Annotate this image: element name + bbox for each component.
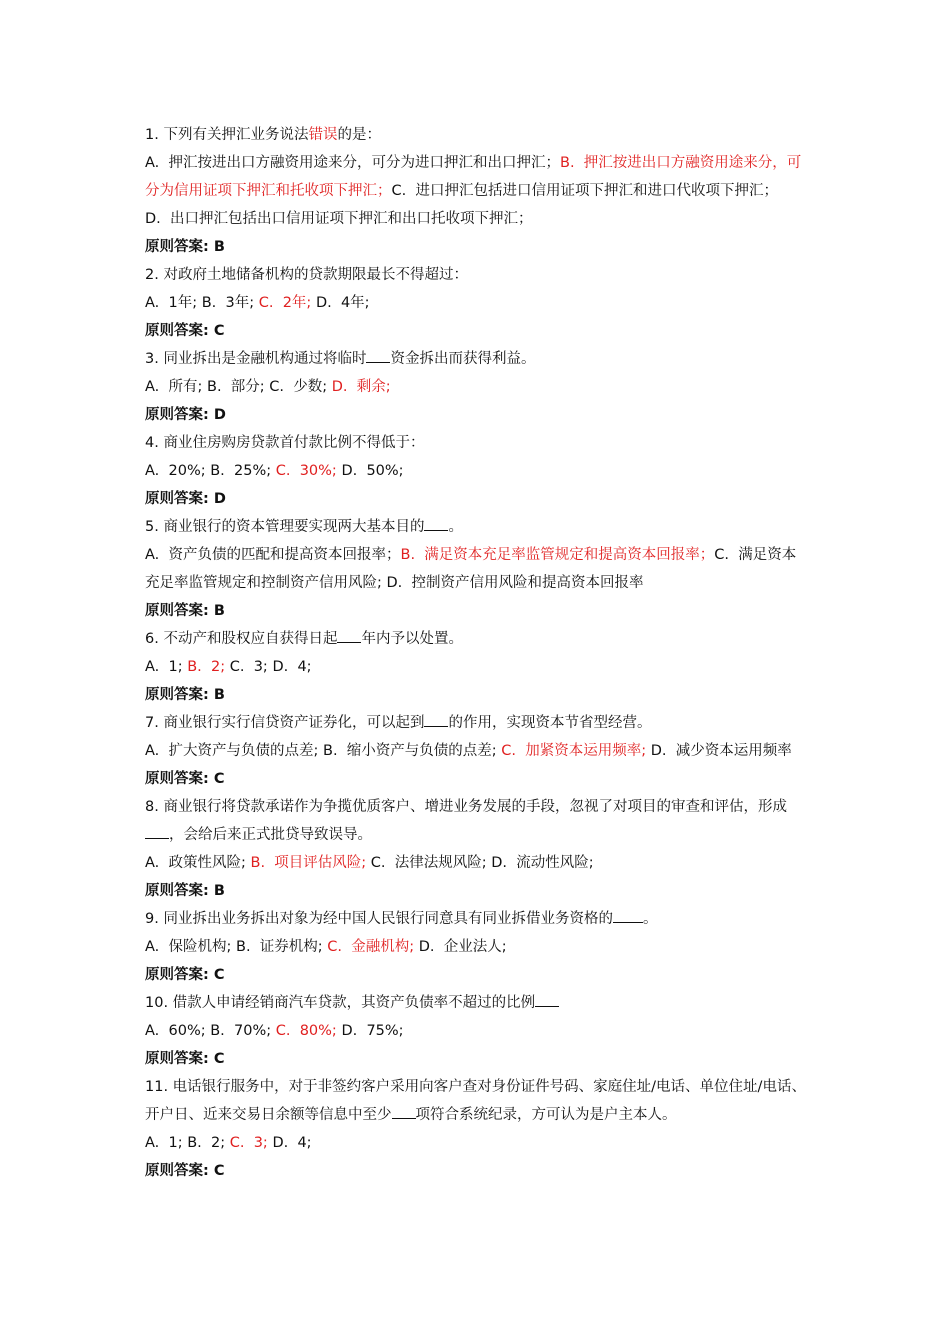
fill-blank (145, 824, 169, 839)
option-a: A. 政策性风险; (145, 855, 246, 871)
options-3 (145, 373, 810, 401)
question-2: 2. 对政府土地储备机构的贷款期限最长不得超过： (145, 267, 468, 283)
option-b: B. 证券机构; (236, 939, 323, 955)
question-4: 4. 商业住房购房贷款首付款比例不得低于： (145, 435, 425, 451)
option-a: A. 60%; (145, 1023, 206, 1039)
option-c: C. 少数; (269, 379, 328, 395)
option-a: A. 1; (145, 659, 183, 675)
answer-3: 原则答案: D (145, 407, 226, 423)
option-b-correct: B. 项目评估风险; (250, 855, 367, 871)
options-10 (145, 1017, 810, 1045)
option-c-correct: C. 2年; (258, 295, 312, 311)
option-d: D. 出口押汇包括出口信用证项下押汇和出口托收项下押汇； (145, 211, 533, 227)
option-d: D. 4; (272, 1135, 312, 1151)
option-b: B. 2; (187, 1135, 226, 1151)
fill-blank (535, 992, 559, 1007)
fill-blank (337, 628, 361, 643)
option-c: C. 3; (229, 659, 268, 675)
option-b: B. 25%; (210, 463, 272, 479)
option-b: B. 部分; (207, 379, 265, 395)
fill-blank (392, 1104, 416, 1119)
answer-2: 原则答案: C (145, 323, 225, 339)
question-number: 1. (145, 127, 159, 143)
option-b-correct: B. 押汇按进出口方融资用途来分，可分为信用证项下押汇和托收项下押汇； (145, 155, 802, 199)
option-b: B. 70%; (210, 1023, 272, 1039)
question-text: 的是： (337, 127, 381, 143)
option-c: C. 满足资本充足率监管规定和控制资产信用风险; (145, 547, 797, 591)
option-c-correct: C. 80%; (275, 1023, 337, 1039)
answer-4: 原则答案: D (145, 491, 226, 507)
question-text: 下列有关押汇业务说法 (163, 127, 309, 143)
question-3: 3. 同业拆出是金融机构通过将临时 资金拆出而获得利益。 (145, 345, 810, 373)
options-5 (145, 541, 810, 597)
fill-blank (366, 348, 390, 363)
options-8 (145, 849, 810, 877)
options-1 (145, 149, 810, 233)
option-a: A. 1年; (145, 295, 198, 311)
answer-6: 原则答案: B (145, 687, 225, 703)
question-7: 7. 商业银行实行信贷资产证券化，可以起到 的作用，实现资本节省型经营。 (145, 709, 810, 737)
option-b-correct: B. 满足资本充足率监管规定和提高资本回报率； (400, 547, 715, 563)
option-d: D. 4年; (315, 295, 370, 311)
question-emphasis: 错误 (308, 127, 338, 143)
option-a: A. 押汇按进出口方融资用途来分，可分为进口押汇和出口押汇； (145, 155, 560, 171)
fill-blank (424, 712, 448, 727)
option-a: A. 扩大资产与负债的点差; (145, 743, 319, 759)
option-d: D. 企业法人; (418, 939, 507, 955)
option-a: A. 资产负债的匹配和提高资本回报率； (145, 547, 401, 563)
question-6: 6. 不动产和股权应自获得日起 年内予以处置。 (145, 625, 810, 653)
option-c-correct: C. 30%; (275, 463, 337, 479)
options-9 (145, 933, 810, 961)
answer-8: 原则答案: B (145, 883, 225, 899)
option-d: D. 控制资产信用风险和提高资本回报率 (386, 575, 644, 591)
options-2 (145, 289, 810, 317)
question-5: 5. 商业银行的资本管理要实现两大基本目的 。 (145, 513, 810, 541)
question-8: 8. 商业银行将贷款承诺作为争揽优质客户、增进业务发展的手段，忽视了对项目的审查和评估，形成，会给后来正式批贷导致误导。 (145, 799, 787, 843)
answer-9: 原则答案: C (145, 967, 225, 983)
option-b-correct: B. 2; (187, 659, 226, 675)
answer-7: 原则答案: C (145, 771, 225, 787)
option-d: D. 减少资本运用频率 (650, 743, 792, 759)
question-11: 11. 电话银行服务中，对于非签约客户采用向客户查对身份证件号码、家庭住址/电话、单位住址/电话、开户日、近来交易日余额等信息中至少 项符合系统纪录，方可认为是户主本人。 (145, 1079, 806, 1123)
option-b: B. 3年; (201, 295, 255, 311)
option-a: A. 所有; (145, 379, 203, 395)
option-d: D. 50%; (341, 463, 404, 479)
option-a: A. 1; (145, 1135, 183, 1151)
fill-blank (424, 516, 448, 531)
fill-blank (613, 908, 643, 923)
option-c: C. 法律法规风险; (370, 855, 487, 871)
answer-1: 原则答案: B (145, 239, 225, 255)
option-a: A. 保险机构; (145, 939, 232, 955)
option-d-correct: D. 剩余; (331, 379, 391, 395)
option-d: D. 4; (272, 659, 312, 675)
options-11 (145, 1129, 810, 1157)
option-c: C. 进口押汇包括进口信用证项下押汇和进口代收项下押汇； (391, 183, 778, 199)
answer-5: 原则答案: B (145, 603, 225, 619)
option-a: A. 20%; (145, 463, 206, 479)
option-c-correct: C. 3; (229, 1135, 268, 1151)
option-c-correct: C. 金融机构; (327, 939, 415, 955)
question-10: 10. 借款人申请经销商汽车贷款，其资产负债率不超过的比例 (145, 989, 810, 1017)
option-c-correct: C. 加紧资本运用频率; (501, 743, 647, 759)
options-4 (145, 457, 810, 485)
option-b: B. 缩小资产与负债的点差; (323, 743, 497, 759)
options-6 (145, 653, 810, 681)
options-7 (145, 737, 810, 765)
question-9: 9. 同业拆出业务拆出对象为经中国人民银行同意具有同业拆借业务资格的 。 (145, 905, 810, 933)
answer-10: 原则答案: C (145, 1051, 225, 1067)
option-d: D. 流动性风险; (491, 855, 594, 871)
answer-11: 原则答案: C (145, 1163, 225, 1179)
option-d: D. 75%; (341, 1023, 404, 1039)
question-1 (145, 121, 810, 149)
